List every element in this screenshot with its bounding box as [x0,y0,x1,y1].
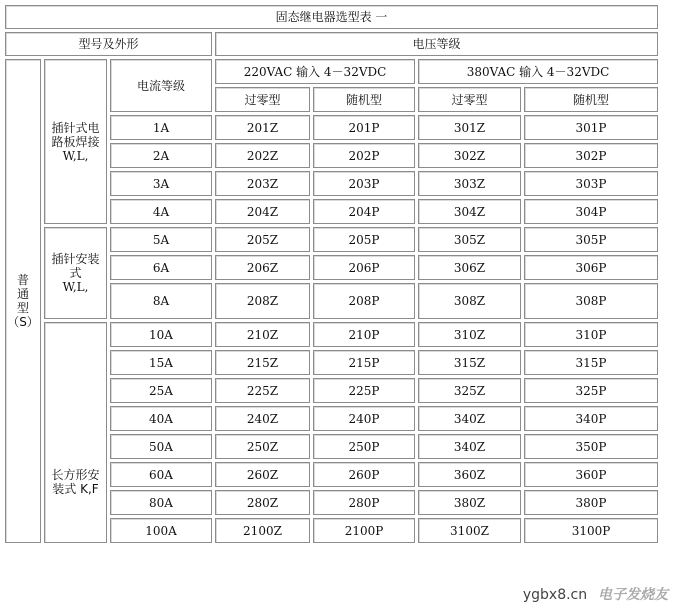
random-220-cell: 206P [313,255,415,280]
current-cell: 25A [110,378,212,403]
current-grade-header: 电流等级 [110,59,212,112]
random-380-cell: 302P [524,143,658,168]
zero-380-cell: 308Z [418,283,521,319]
zero-220-cell: 250Z [215,434,310,459]
zero-220-cell: 205Z [215,227,310,252]
zero-380-cell: 340Z [418,434,521,459]
random-220-cell: 208P [313,283,415,319]
voltage-380-header: 380VAC 输入 4－32VDC [418,59,658,84]
current-cell: 4A [110,199,212,224]
category-normal-type [5,59,41,543]
group-line: W,L, [62,148,89,163]
zero-220-cell: 202Z [215,143,310,168]
group-line: 装式 K,F [52,482,99,496]
table-row [5,322,658,347]
random-220-cell: 202P [313,143,415,168]
random-220-cell: 225P [313,378,415,403]
current-cell: 15A [110,350,212,375]
zero-380-cell: 306Z [418,255,521,280]
zero-220-cell: 215Z [215,350,310,375]
zero-220-cell: 204Z [215,199,310,224]
zero-220-cell: 210Z [215,322,310,347]
random-380-cell: 305P [524,227,658,252]
zero-220-cell: 260Z [215,462,310,487]
random-220-cell: 2100P [313,518,415,543]
group-pcb-pin [44,59,107,224]
current-cell: 8A [110,283,212,319]
random-220-cell: 240P [313,406,415,431]
random-380-header: 随机型 [524,87,658,112]
random-380-cell: 315P [524,350,658,375]
random-380-cell: 308P [524,283,658,319]
zero-220-cell: 280Z [215,490,310,515]
random-380-cell: 380P [524,490,658,515]
random-380-cell: 350P [524,434,658,459]
random-380-cell: 306P [524,255,658,280]
random-380-cell: 360P [524,462,658,487]
category-char: 普 [16,273,29,287]
group-line: W,L, [62,280,89,294]
category-char: （S） [7,315,39,329]
zero-380-cell: 315Z [418,350,521,375]
current-cell: 40A [110,406,212,431]
group-line: 插针安装 [51,252,100,266]
random-380-cell: 301P [524,115,658,140]
random-220-header: 随机型 [313,87,415,112]
zero-380-cell: 325Z [418,378,521,403]
random-220-cell: 203P [313,171,415,196]
random-220-cell: 204P [313,199,415,224]
zero-220-cell: 201Z [215,115,310,140]
current-cell: 3A [110,171,212,196]
current-cell: 5A [110,227,212,252]
zero-380-cell: 380Z [418,490,521,515]
zero-220-cell: 2100Z [215,518,310,543]
random-380-cell: 3100P [524,518,658,543]
random-380-cell: 325P [524,378,658,403]
category-char: 型 [16,301,29,315]
random-380-cell: 303P [524,171,658,196]
current-cell: 10A [110,322,212,347]
watermark-brand: 电子发烧友 [598,587,668,603]
category-char: 通 [16,287,29,301]
random-220-cell: 201P [313,115,415,140]
current-cell: 6A [110,255,212,280]
watermark-site: ygbx8.cn [522,587,588,603]
voltage-220-header: 220VAC 输入 4－32VDC [215,59,415,84]
random-220-cell: 280P [313,490,415,515]
zero-220-cell: 208Z [215,283,310,319]
random-220-cell: 215P [313,350,415,375]
group-line: 路板焊接 [51,134,100,149]
group-pin-mount [44,227,107,319]
random-380-cell: 340P [524,406,658,431]
zero-380-cell: 360Z [418,462,521,487]
zero-380-cell: 305Z [418,227,521,252]
random-380-cell: 304P [524,199,658,224]
table-title: 固态继电器选型表 一 [5,5,658,29]
zero-380-cell: 3100Z [418,518,521,543]
current-cell: 100A [110,518,212,543]
zero-220-cell: 203Z [215,171,310,196]
current-cell: 2A [110,143,212,168]
zero-380-cell: 303Z [418,171,521,196]
zero-380-cell: 304Z [418,199,521,224]
random-220-cell: 260P [313,462,415,487]
group-line: 长方形安 [51,468,100,482]
current-cell: 60A [110,462,212,487]
zero-220-cell: 240Z [215,406,310,431]
group-rectangular-mount [44,322,107,543]
current-cell: 50A [110,434,212,459]
voltage-grade-header: 电压等级 [215,32,658,56]
model-shape-header: 型号及外形 [5,32,212,56]
zero-380-cell: 310Z [418,322,521,347]
zero-cross-380-header: 过零型 [418,87,521,112]
zero-220-cell: 225Z [215,378,310,403]
relay-selection-table [2,2,661,546]
random-220-cell: 210P [313,322,415,347]
zero-380-cell: 340Z [418,406,521,431]
current-cell: 1A [110,115,212,140]
zero-cross-220-header: 过零型 [215,87,310,112]
zero-380-cell: 302Z [418,143,521,168]
random-220-cell: 250P [313,434,415,459]
zero-380-cell: 301Z [418,115,521,140]
group-line: 式 [69,266,82,280]
random-220-cell: 205P [313,227,415,252]
site-watermark [523,584,668,604]
current-cell: 80A [110,490,212,515]
group-line: 插针式电 [51,120,100,135]
table-row [5,227,658,252]
zero-220-cell: 206Z [215,255,310,280]
random-380-cell: 310P [524,322,658,347]
